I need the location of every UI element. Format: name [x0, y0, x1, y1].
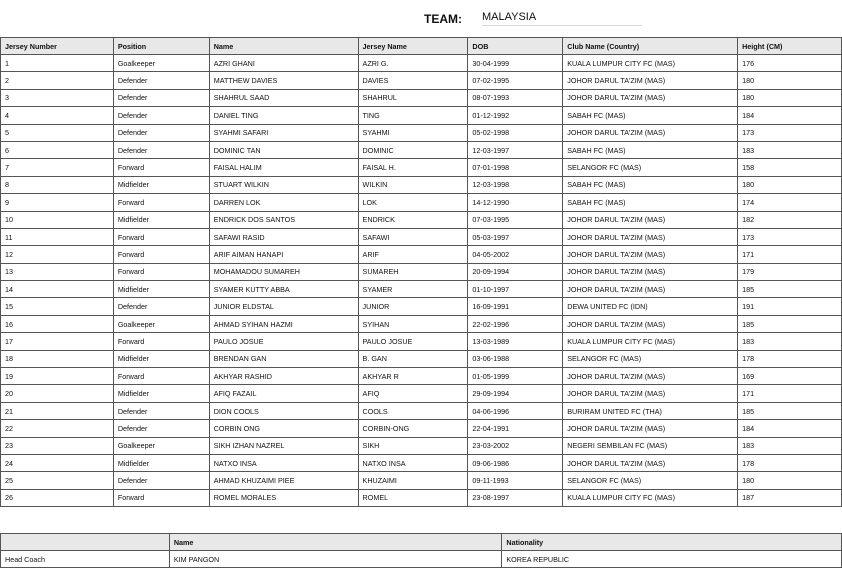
players-cell: 09-11-1993 [468, 472, 563, 489]
table-row [1, 107, 842, 124]
staff-table [0, 533, 842, 568]
players-cell: Goalkeeper [113, 55, 209, 72]
players-cell: ROMEL [358, 489, 468, 506]
players-cell: JOHOR DARUL TA'ZIM (MAS) [563, 368, 738, 385]
players-cell: SIKH [358, 437, 468, 454]
players-cell: Forward [113, 368, 209, 385]
players-cell: JOHOR DARUL TA'ZIM (MAS) [563, 385, 738, 402]
players-cell: TING [358, 107, 468, 124]
players-cell: 03-06-1988 [468, 350, 563, 367]
players-cell: SYIHAN [358, 315, 468, 332]
staff-header-row [1, 534, 842, 551]
players-cell: 20 [1, 385, 114, 402]
players-cell: 1 [1, 55, 114, 72]
table-row [1, 420, 842, 437]
players-cell: 12-03-1997 [468, 141, 563, 158]
players-cell: ENDRICK [358, 211, 468, 228]
players-cell: Goalkeeper [113, 315, 209, 332]
players-cell: 12-03-1998 [468, 176, 563, 193]
table-row [1, 124, 842, 141]
players-cell: AZRI G. [358, 55, 468, 72]
players-cell: 179 [738, 263, 842, 280]
players-cell: SUMAREH [358, 263, 468, 280]
players-cell: 05-03-1997 [468, 228, 563, 245]
table-row [1, 159, 842, 176]
players-cell: MATTHEW DAVIES [209, 72, 358, 89]
team-value: MALAYSIA [482, 11, 642, 26]
table-row [1, 228, 842, 245]
players-cell: 191 [738, 298, 842, 315]
players-cell: 11 [1, 228, 114, 245]
players-header-row [1, 38, 842, 55]
players-cell: JOHOR DARUL TA'ZIM (MAS) [563, 228, 738, 245]
players-cell: 184 [738, 420, 842, 437]
players-cell: LOK [358, 194, 468, 211]
players-cell: 182 [738, 211, 842, 228]
players-cell: Midfielder [113, 281, 209, 298]
players-column-header: DOB [468, 38, 563, 55]
table-row [1, 437, 842, 454]
staff-cell: KOREA REPUBLIC [502, 551, 842, 568]
players-cell: 187 [738, 489, 842, 506]
players-cell: 185 [738, 402, 842, 419]
players-cell: 183 [738, 141, 842, 158]
players-cell: STUART WILKIN [209, 176, 358, 193]
players-cell: WILKIN [358, 176, 468, 193]
players-cell: 176 [738, 55, 842, 72]
players-cell: 180 [738, 72, 842, 89]
players-cell: COOLS [358, 402, 468, 419]
players-column-header: Club Name (Country) [563, 38, 738, 55]
players-cell: DARREN LOK [209, 194, 358, 211]
players-column-header: Name [209, 38, 358, 55]
staff-cell: KIM PANGON [169, 551, 502, 568]
players-cell: 29-09-1994 [468, 385, 563, 402]
players-cell: Defender [113, 107, 209, 124]
staff-column-header: Nationality [502, 534, 842, 551]
players-cell: 07-03-1995 [468, 211, 563, 228]
players-cell: Forward [113, 489, 209, 506]
players-cell: AFIQ FAZAIL [209, 385, 358, 402]
players-cell: SAFAWI [358, 228, 468, 245]
staff-body [1, 551, 842, 568]
table-row [1, 385, 842, 402]
players-cell: 184 [738, 107, 842, 124]
players-cell: Defender [113, 472, 209, 489]
players-cell: JOHOR DARUL TA'ZIM (MAS) [563, 211, 738, 228]
players-cell: Midfielder [113, 350, 209, 367]
players-cell: BURIRAM UNITED FC (THA) [563, 402, 738, 419]
table-row [1, 368, 842, 385]
players-cell: 01-05-1999 [468, 368, 563, 385]
players-cell: Defender [113, 72, 209, 89]
players-cell: AZRI GHANI [209, 55, 358, 72]
players-cell: SAFAWI RASID [209, 228, 358, 245]
players-cell: 4 [1, 107, 114, 124]
players-cell: SYAHMI [358, 124, 468, 141]
players-cell: B. GAN [358, 350, 468, 367]
team-header [0, 8, 842, 30]
players-cell: DANIEL TING [209, 107, 358, 124]
players-cell: SELANGOR FC (MAS) [563, 472, 738, 489]
players-cell: SHAHRUL SAAD [209, 89, 358, 106]
players-cell: ENDRICK DOS SANTOS [209, 211, 358, 228]
players-cell: 180 [738, 89, 842, 106]
players-cell: Forward [113, 228, 209, 245]
players-cell: 180 [738, 472, 842, 489]
players-cell: 6 [1, 141, 114, 158]
players-cell: 8 [1, 176, 114, 193]
players-cell: 24 [1, 454, 114, 471]
players-cell: SABAH FC (MAS) [563, 141, 738, 158]
players-cell: 16-09-1991 [468, 298, 563, 315]
players-cell: 23 [1, 437, 114, 454]
players-cell: MOHAMADOU SUMAREH [209, 263, 358, 280]
players-cell: NATXO INSA [358, 454, 468, 471]
staff-column-header [1, 534, 170, 551]
players-cell: JOHOR DARUL TA'ZIM (MAS) [563, 315, 738, 332]
players-cell: BRENDAN GAN [209, 350, 358, 367]
players-cell: 30-04-1999 [468, 55, 563, 72]
players-cell: JOHOR DARUL TA'ZIM (MAS) [563, 72, 738, 89]
players-cell: Forward [113, 159, 209, 176]
players-cell: Forward [113, 246, 209, 263]
players-cell: JUNIOR ELDSTAL [209, 298, 358, 315]
players-cell: NATXO INSA [209, 454, 358, 471]
players-cell: SELANGOR FC (MAS) [563, 159, 738, 176]
players-cell: 19 [1, 368, 114, 385]
players-cell: AKHYAR RASHID [209, 368, 358, 385]
players-cell: 13-03-1989 [468, 333, 563, 350]
players-cell: Defender [113, 124, 209, 141]
players-cell: KUALA LUMPUR CITY FC (MAS) [563, 333, 738, 350]
players-cell: 185 [738, 281, 842, 298]
players-cell: AHMAD SYIHAN HAZMI [209, 315, 358, 332]
players-cell: Forward [113, 333, 209, 350]
players-cell: SIKH IZHAN NAZREL [209, 437, 358, 454]
table-row [1, 246, 842, 263]
players-cell: 01-12-1992 [468, 107, 563, 124]
team-label: TEAM: [424, 12, 462, 26]
table-row [1, 315, 842, 332]
players-cell: 15 [1, 298, 114, 315]
players-cell: 07-02-1995 [468, 72, 563, 89]
players-cell: SYAMER KUTTY ABBA [209, 281, 358, 298]
players-cell: 158 [738, 159, 842, 176]
players-cell: 173 [738, 228, 842, 245]
players-cell: FAISAL H. [358, 159, 468, 176]
players-cell: 22-02-1996 [468, 315, 563, 332]
players-cell: 08-07-1993 [468, 89, 563, 106]
players-cell: DOMINIC [358, 141, 468, 158]
players-cell: SABAH FC (MAS) [563, 107, 738, 124]
players-cell: JOHOR DARUL TA'ZIM (MAS) [563, 454, 738, 471]
players-column-header: Position [113, 38, 209, 55]
players-cell: PAULO JOSUE [209, 333, 358, 350]
players-cell: 04-05-2002 [468, 246, 563, 263]
table-row [1, 211, 842, 228]
players-cell: PAULO JOSUE [358, 333, 468, 350]
players-column-header: Jersey Name [358, 38, 468, 55]
players-cell: DAVIES [358, 72, 468, 89]
players-cell: 173 [738, 124, 842, 141]
staff-column-header: Name [169, 534, 502, 551]
players-column-header: Height (CM) [738, 38, 842, 55]
players-cell: DOMINIC TAN [209, 141, 358, 158]
players-cell: KUALA LUMPUR CITY FC (MAS) [563, 55, 738, 72]
players-cell: 16 [1, 315, 114, 332]
table-row [1, 176, 842, 193]
players-column-header: Jersey Number [1, 38, 114, 55]
players-cell: JUNIOR [358, 298, 468, 315]
players-cell: 20-09-1994 [468, 263, 563, 280]
players-cell: Defender [113, 298, 209, 315]
players-cell: 9 [1, 194, 114, 211]
players-cell: Forward [113, 263, 209, 280]
players-cell: 2 [1, 72, 114, 89]
players-cell: 180 [738, 176, 842, 193]
players-cell: Defender [113, 402, 209, 419]
players-cell: 14-12-1990 [468, 194, 563, 211]
players-cell: 23-03-2002 [468, 437, 563, 454]
players-cell: 171 [738, 385, 842, 402]
staff-cell: Head Coach [1, 551, 170, 568]
players-cell: 13 [1, 263, 114, 280]
players-cell: 174 [738, 194, 842, 211]
table-row [1, 89, 842, 106]
players-cell: AKHYAR R [358, 368, 468, 385]
players-table [0, 37, 842, 507]
players-cell: DION COOLS [209, 402, 358, 419]
table-row [1, 72, 842, 89]
players-cell: 18 [1, 350, 114, 367]
players-cell: 169 [738, 368, 842, 385]
players-cell: 12 [1, 246, 114, 263]
players-cell: FAISAL HALIM [209, 159, 358, 176]
players-body [1, 55, 842, 507]
players-cell: AFIQ [358, 385, 468, 402]
players-cell: KHUZAIMI [358, 472, 468, 489]
players-cell: JOHOR DARUL TA'ZIM (MAS) [563, 124, 738, 141]
players-cell: 17 [1, 333, 114, 350]
players-cell: 22-04-1991 [468, 420, 563, 437]
players-cell: NEGERI SEMBILAN FC (MAS) [563, 437, 738, 454]
table-row [1, 263, 842, 280]
players-cell: JOHOR DARUL TA'ZIM (MAS) [563, 246, 738, 263]
players-cell: 185 [738, 315, 842, 332]
players-cell: CORBIN-ONG [358, 420, 468, 437]
players-cell: AHMAD KHUZAIMI PIEE [209, 472, 358, 489]
players-cell: 26 [1, 489, 114, 506]
players-cell: 25 [1, 472, 114, 489]
players-cell: 178 [738, 454, 842, 471]
players-cell: ARIF [358, 246, 468, 263]
players-cell: JOHOR DARUL TA'ZIM (MAS) [563, 89, 738, 106]
players-cell: 5 [1, 124, 114, 141]
table-row [1, 333, 842, 350]
players-cell: Goalkeeper [113, 437, 209, 454]
players-cell: Midfielder [113, 211, 209, 228]
table-row [1, 350, 842, 367]
players-cell: 3 [1, 89, 114, 106]
players-cell: Midfielder [113, 385, 209, 402]
players-cell: Forward [113, 194, 209, 211]
players-cell: JOHOR DARUL TA'ZIM (MAS) [563, 281, 738, 298]
players-cell: Defender [113, 420, 209, 437]
players-cell: SABAH FC (MAS) [563, 194, 738, 211]
table-row [1, 402, 842, 419]
players-cell: SYAHMI SAFARI [209, 124, 358, 141]
players-cell: 07-01-1998 [468, 159, 563, 176]
players-cell: 22 [1, 420, 114, 437]
table-row [1, 141, 842, 158]
table-row [1, 472, 842, 489]
players-cell: KUALA LUMPUR CITY FC (MAS) [563, 489, 738, 506]
players-cell: JOHOR DARUL TA'ZIM (MAS) [563, 263, 738, 280]
players-cell: JOHOR DARUL TA'ZIM (MAS) [563, 420, 738, 437]
players-cell: Defender [113, 141, 209, 158]
table-row [1, 194, 842, 211]
table-row [1, 55, 842, 72]
players-cell: 14 [1, 281, 114, 298]
players-cell: 171 [738, 246, 842, 263]
players-cell: Midfielder [113, 176, 209, 193]
players-cell: SELANGOR FC (MAS) [563, 350, 738, 367]
players-cell: 183 [738, 333, 842, 350]
players-cell: 23-08-1997 [468, 489, 563, 506]
players-cell: ARIF AIMAN HANAPI [209, 246, 358, 263]
players-cell: 183 [738, 437, 842, 454]
players-cell: 09-06-1986 [468, 454, 563, 471]
table-row [1, 281, 842, 298]
players-cell: 01-10-1997 [468, 281, 563, 298]
players-cell: SHAHRUL [358, 89, 468, 106]
table-row [1, 551, 842, 568]
players-cell: Midfielder [113, 454, 209, 471]
players-cell: 10 [1, 211, 114, 228]
players-cell: Defender [113, 89, 209, 106]
table-row [1, 454, 842, 471]
players-cell: 04-06-1996 [468, 402, 563, 419]
players-cell: DEWA UNITED FC (IDN) [563, 298, 738, 315]
table-row [1, 298, 842, 315]
players-cell: 7 [1, 159, 114, 176]
players-cell: 05-02-1998 [468, 124, 563, 141]
players-cell: SABAH FC (MAS) [563, 176, 738, 193]
players-cell: 21 [1, 402, 114, 419]
players-cell: SYAMER [358, 281, 468, 298]
players-cell: 178 [738, 350, 842, 367]
players-cell: CORBIN ONG [209, 420, 358, 437]
table-row [1, 489, 842, 506]
players-cell: ROMEL MORALES [209, 489, 358, 506]
